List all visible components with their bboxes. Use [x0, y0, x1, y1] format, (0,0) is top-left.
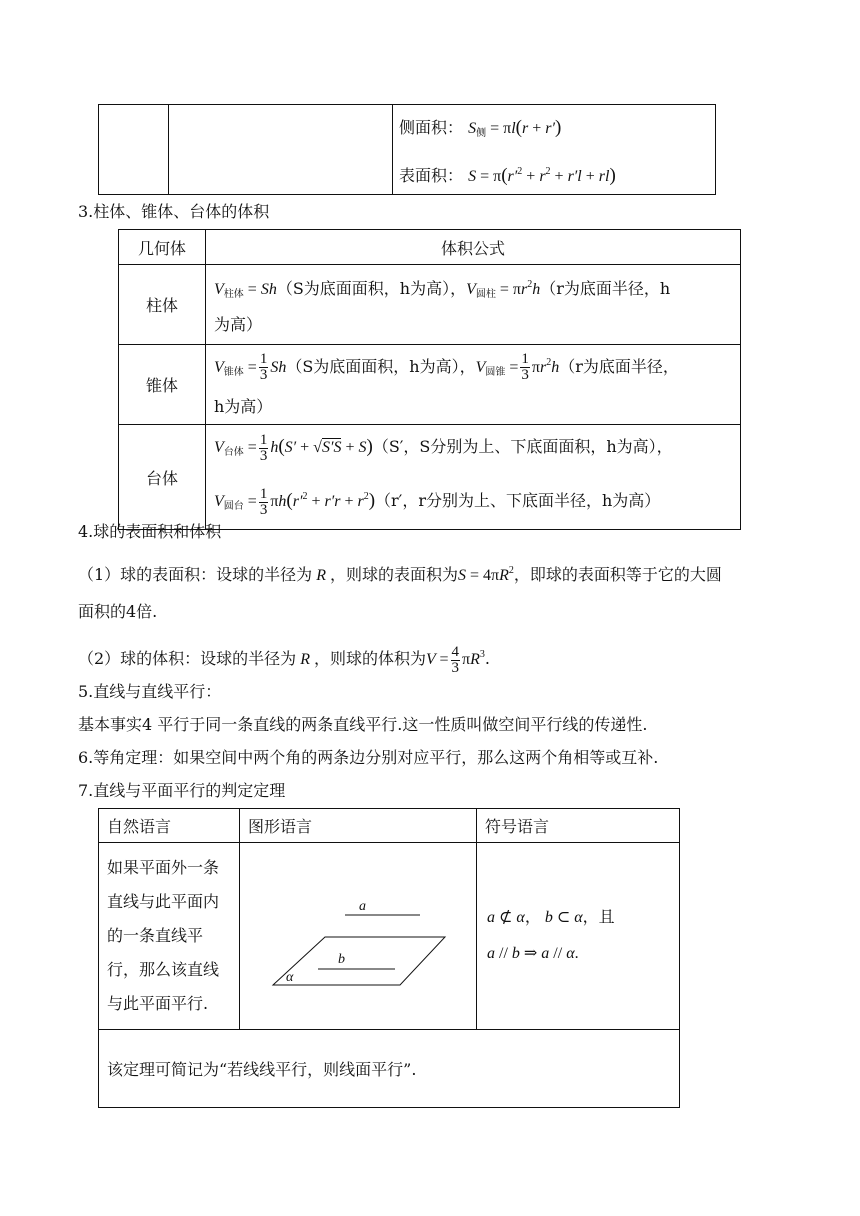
frustum-area-table	[98, 104, 716, 195]
label-a: a	[359, 899, 366, 914]
row-prism-formula: $V_{柱体} = Sh(S$为底面面积，h为高），$V_{圆柱} = \pi r^2h(r$为底面半径，h 为高）	[206, 265, 741, 345]
sphere-volume-paragraph: （2）球的体积：设球的半径为 R ，则球的体积为V = $\frac{4}{3}$ $\pi R^3$.	[78, 643, 490, 676]
surface-area-line	[399, 150, 715, 194]
label-b: b	[338, 952, 345, 967]
header-symbol: 符号语言	[477, 809, 680, 843]
row-pyramid-name: 锥体	[119, 345, 206, 425]
header-natural: 自然语言	[99, 809, 240, 843]
section-6-text: 6.等角定理：如果空间中两个角的两条边分别对应平行，那么这两个角相等或互补.	[78, 748, 659, 767]
header-solid: 几何体	[119, 230, 206, 265]
header-figure: 图形语言	[240, 809, 477, 843]
lateral-area-line	[399, 106, 715, 150]
lateral-area-label: 侧面积：	[399, 117, 464, 137]
formula-cell	[393, 105, 716, 195]
lateral-area-formula: $S_侧 = \pi l(r + r')$	[468, 116, 562, 139]
section-7-heading: 7.直线与平面平行的判定定理	[78, 781, 286, 800]
volume-table	[118, 229, 741, 530]
plane-alpha	[273, 937, 445, 985]
row-frustum-formula: $V_{台体}$ = $\frac{1}{3}$ h(S′ + √S′S + S)（S′，S分别为上、下底面面积，h为高）， $V_{圆台}$ = $\frac{1}{3}$ $\pi h(r'^2 + r'r + r^2)(r'$，r分别为上、下底面半径，h为高）	[206, 425, 741, 530]
sphere-surface-paragraph-cont: 面积的4倍.	[78, 602, 158, 621]
empty-cell	[169, 105, 393, 195]
figure-cell	[240, 843, 477, 1030]
row-frustum-name: 台体	[119, 425, 206, 530]
line-plane-figure	[240, 843, 476, 1029]
surface-area-label: 表面积：	[399, 165, 464, 185]
row-prism-name: 柱体	[119, 265, 206, 345]
line-plane-theorem-table	[98, 808, 680, 1108]
label-alpha: α	[286, 970, 294, 985]
row-pyramid-formula: $V_{锥体}$ = $\frac{1}{3}$ Sh（S为底面面积，h为高），$V_{圆锥}$ = $\frac{1}{3}$ $\pi r^2h(r$为底面半径， h为高）	[206, 345, 741, 425]
section-4-heading: 4.球的表面积和体积	[78, 522, 222, 541]
symbol-language-cell: a ⊄ α， b ⊂ α，且 a // b ⇒ a // α.	[477, 843, 680, 1030]
theorem-note: 该定理可简记为“若线线平行，则线面平行”.	[99, 1030, 680, 1108]
section-5-heading: 5.直线与直线平行：	[78, 682, 222, 701]
header-formula: 体积公式	[206, 230, 741, 265]
section-5-text: 基本事实4 平行于同一条直线的两条直线平行.这一性质叫做空间平行线的传递性.	[78, 715, 648, 734]
surface-area-formula: $S = \pi(r'^2 + r^2 + r'l + rl)$	[468, 164, 616, 186]
section-3-heading: 3.柱体、锥体、台体的体积	[78, 202, 270, 221]
sphere-surface-paragraph: （1）球的表面积：设球的半径为 R ，则球的表面积为$S = 4\pi R^2$，即球的表面积等于它的大圆	[78, 565, 722, 584]
natural-language-cell: 如果平面外一条 直线与此平面内 的一条直线平 行，那么该直线 与此平面平行.	[99, 843, 240, 1030]
empty-cell	[99, 105, 169, 195]
